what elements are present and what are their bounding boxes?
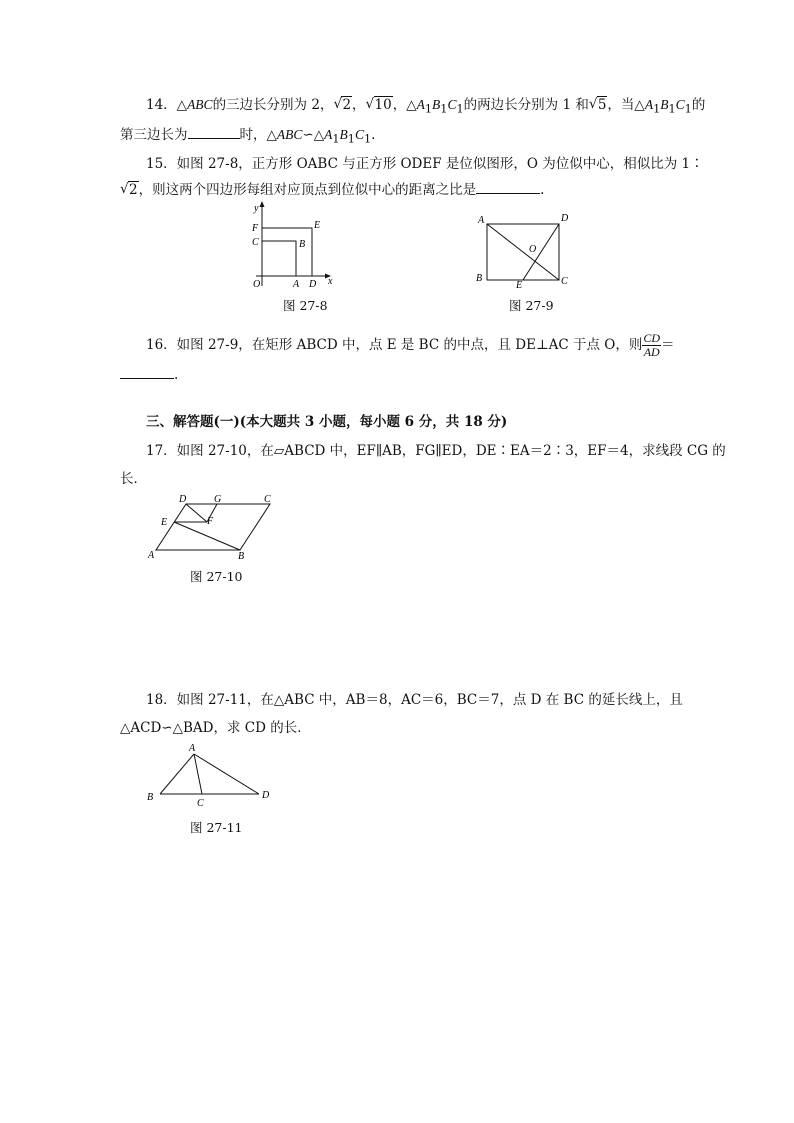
q17-line2: 长． (120, 471, 147, 487)
label-x: x (328, 276, 333, 287)
square-oabc (262, 241, 296, 276)
q15-line2: √ 2，则这两个四边形每组对应顶点到位似中心的距离之比是 . (120, 181, 544, 199)
label-A: A (189, 743, 196, 754)
sqrt-10: √ 10 (366, 96, 393, 114)
caption-27-9: 图 27-9 (509, 298, 554, 313)
label-D: D (561, 213, 569, 224)
label-B: B (238, 551, 245, 562)
label-B: B (299, 239, 306, 250)
label-O: O (529, 244, 537, 255)
label-E: E (516, 280, 523, 291)
figure-27-11 (144, 740, 276, 810)
label-C: C (264, 494, 271, 505)
label-y: y (254, 203, 259, 214)
y-axis-arrow (260, 201, 265, 207)
caption-27-10: 图 27-10 (190, 569, 243, 584)
diagonal-ac (487, 224, 559, 280)
answer-blank[interactable] (188, 126, 240, 139)
q14-text: 14．△ (146, 97, 188, 113)
segment-ab (160, 754, 194, 794)
sqrt-2: √ 2 (120, 181, 139, 199)
label-B: B (147, 792, 154, 803)
label-C: C (252, 237, 259, 248)
label-D: D (309, 279, 317, 290)
segment-de (186, 504, 207, 522)
label-B: B (476, 273, 483, 284)
sqrt-5: √ 5 (589, 96, 608, 114)
label-C: C (197, 798, 204, 809)
label-E: E (161, 517, 168, 528)
label-D: D (179, 494, 187, 505)
segment-ad (194, 754, 259, 794)
answer-blank[interactable] (476, 181, 540, 194)
caption-27-11: 图 27-11 (190, 820, 243, 835)
label-O: O (253, 279, 261, 290)
sqrt-2: √ 2 (333, 96, 352, 114)
q14-line2: 第三边长为 时，$\triangle ABC∽\triangle A_1B_1C_1$. (120, 127, 376, 146)
label-C: C (561, 276, 568, 287)
q18-line1: 18．如图 27-11，在△ABC 中，AB＝8，AC＝6，BC＝7，点 D 在 BC 的延长线上，且 (146, 692, 683, 708)
q17-line1: 17．如图 27-10，在▱ABCD 中，EF∥AB，FG∥ED，DE∶EA＝2∶3，EF＝4，求线段 CG 的 (146, 443, 726, 459)
label-A: A (478, 215, 485, 226)
q15-line1: 15．如图 27-8，正方形 OABC 与正方形 ODEF 是位似图形，O 为位似中心，相似比为 1∶ (146, 156, 704, 172)
segment-ac (194, 754, 202, 794)
q14-line1: 14．△ABC的三边长分别为 2，√ 2，√ 10，$\triangle A_1B_1C_1$的两边长分别为 1 和√ 5，当$\triangle A_1B_1C_1$的 (146, 96, 705, 119)
label-D: D (262, 790, 270, 801)
label-E: E (314, 220, 321, 231)
q18-line2: △ACD∽△BAD，求 CD 的长． (120, 720, 311, 736)
figure-27-8 (246, 198, 338, 292)
label-F: F (252, 223, 259, 234)
fraction-cd-ad: $\frac{CD}{AD}$ (643, 331, 661, 359)
figure-27-10 (144, 492, 278, 562)
label-A: A (293, 279, 300, 290)
q16-line1: 16．如图 27-9，在矩形 ABCD 中，点 E 是 BC 的中点，且 DE⊥AC 于点 O，则 $\frac{CD}{AD}$ ＝ (146, 331, 675, 359)
caption-27-8: 图 27-8 (283, 298, 328, 313)
label-A: A (148, 550, 155, 561)
square-odef (262, 228, 312, 276)
figure-27-9 (472, 208, 576, 292)
q16-line2: . (120, 366, 178, 384)
label-F: F (207, 516, 214, 527)
answer-blank[interactable] (120, 366, 174, 379)
section-heading: 三、解答题(一)(本大题共 3 小题，每小题 6 分，共 18 分) (146, 414, 508, 430)
label-G: G (214, 494, 222, 505)
